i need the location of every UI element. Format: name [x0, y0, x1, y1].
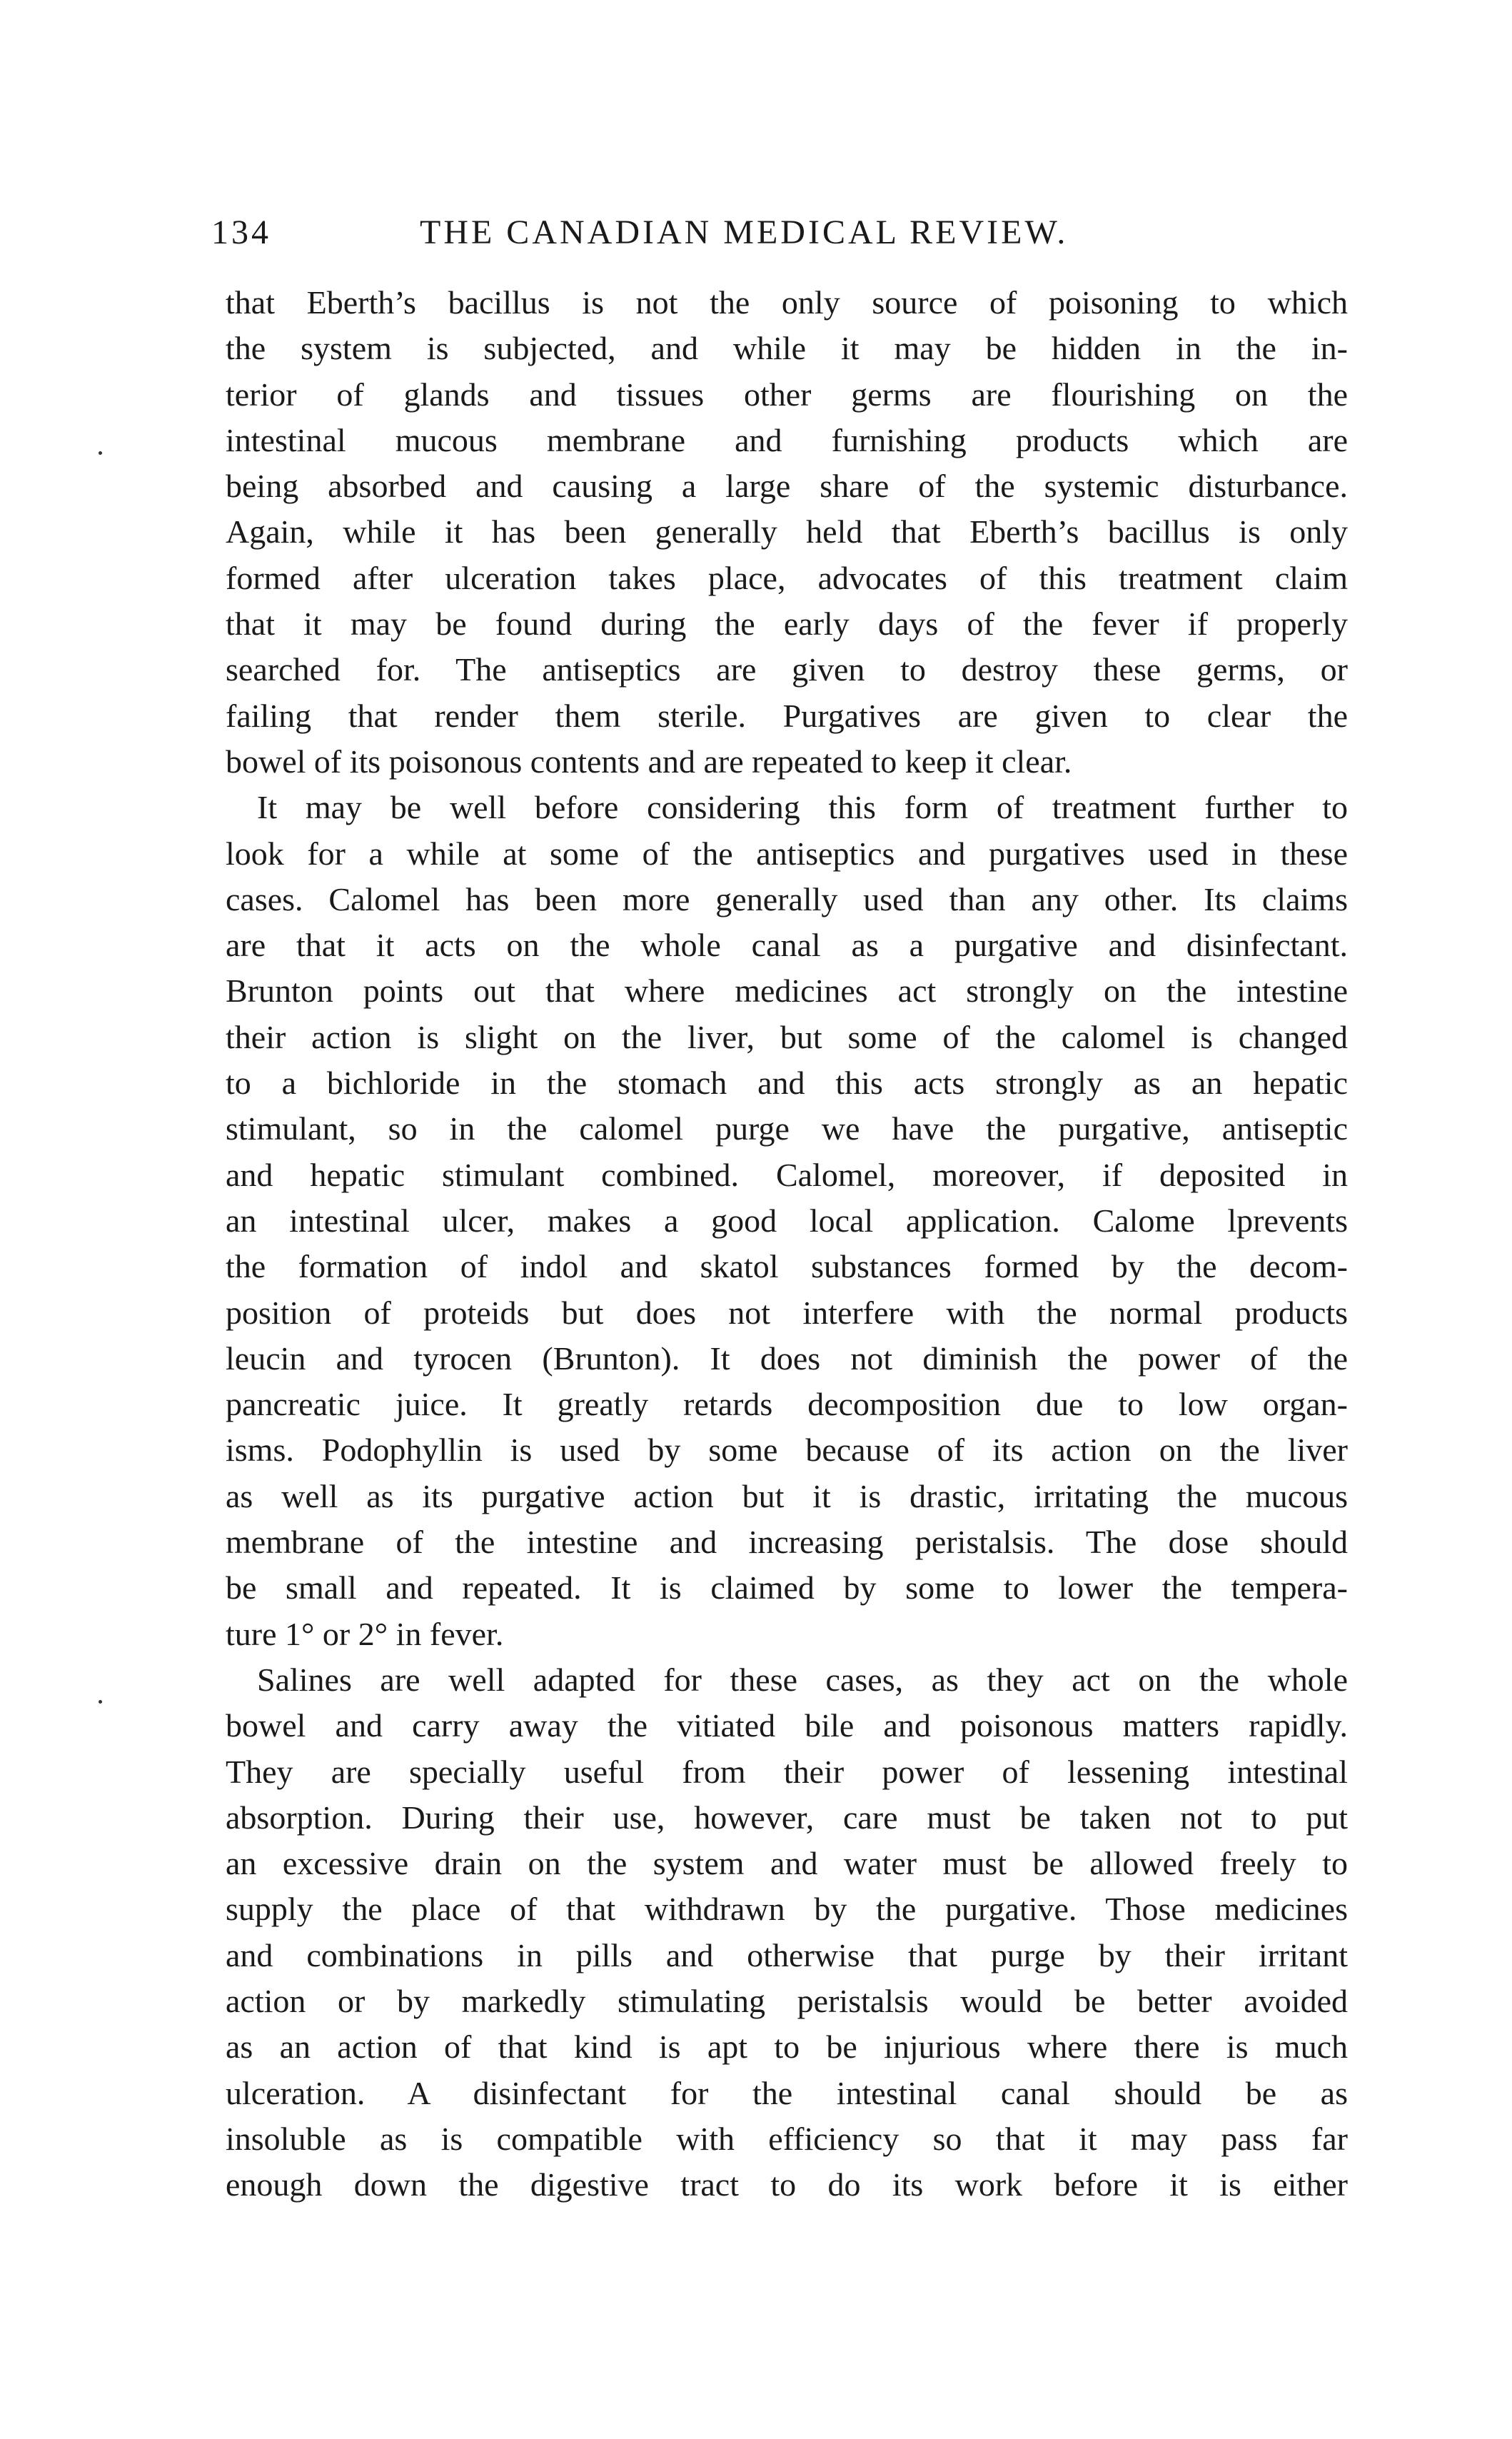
body-text: [226, 280, 1348, 2208]
paragraph: [226, 1657, 1348, 2208]
text-line: pancreatic juice. It greatly retards decomposition due to low organ-: [226, 1386, 1348, 1423]
text-line: the system is subjected, and while it may be hidden in the in-: [226, 330, 1348, 367]
text-line: Brunton points out that where medicines act strongly on the intestine: [226, 972, 1348, 1010]
text-line: isms. Podophyllin is used by some because of its action on the liver: [226, 1432, 1348, 1469]
margin-dot: [99, 451, 102, 455]
text-line: It may be well before considering this form of treatment further to: [257, 789, 1348, 826]
page-header: [211, 211, 1354, 254]
text-line: They are specially useful from their power of lessening intestinal: [226, 1753, 1348, 1790]
paragraph: [226, 280, 1348, 785]
text-line: are that it acts on the whole canal as a purgative and disinfectant.: [226, 927, 1348, 964]
text-line: their action is slight on the liver, but some of the calomel is changed: [226, 1018, 1348, 1055]
text-line: as well as its purgative action but it is drastic, irritating the mucous: [226, 1477, 1348, 1514]
text-line: and hepatic stimulant combined. Calomel, moreover, if deposited in: [226, 1156, 1348, 1193]
page-number: 134: [211, 213, 271, 251]
text-line: terior of glands and tissues other germs are flourishing on the: [226, 376, 1348, 413]
text-line: leucin and tyrocen (Brunton). It does not diminish the power of the: [226, 1339, 1348, 1377]
text-line: cases. Calomel has been more generally used than any other. Its claims: [226, 880, 1348, 917]
paragraph: [226, 785, 1348, 1657]
text-line: the formation of indol and skatol substances formed by the decom-: [226, 1248, 1348, 1285]
text-line: an excessive drain on the system and water must be allowed freely to: [226, 1845, 1348, 1882]
text-line: to a bichloride in the stomach and this acts strongly as an hepatic: [226, 1065, 1348, 1102]
text-line: enough down the digestive tract to do its work before it is either: [226, 2166, 1348, 2203]
text-line: ture 1° or 2° in fever.: [226, 1615, 504, 1652]
running-title: THE CANADIAN MEDICAL REVIEW.: [420, 213, 1069, 251]
text-line: being absorbed and causing a large share of the systemic disturbance.: [226, 468, 1348, 505]
text-line: be small and repeated. It is claimed by some to lower the tempera-: [226, 1569, 1348, 1606]
text-line: that it may be found during the early days of the fever if properly: [226, 605, 1348, 643]
text-line: an intestinal ulcer, makes a good local application. Calome lprevents: [226, 1202, 1348, 1239]
text-line: searched for. The antiseptics are given to destroy these germs, or: [226, 651, 1348, 688]
text-line: supply the place of that withdrawn by the purgative. Those medicines: [226, 1891, 1348, 1928]
text-line: and combinations in pills and otherwise that purge by their irritant: [226, 1936, 1348, 1973]
text-line: formed after ulceration takes place, advocates of this treatment claim: [226, 559, 1348, 596]
text-line: intestinal mucous membrane and furnishing products which are: [226, 421, 1348, 458]
text-line: membrane of the intestine and increasing peristalsis. The dose should: [226, 1524, 1348, 1561]
text-line: that Eberth’s bacillus is not the only source of poisoning to which: [226, 284, 1348, 321]
text-line: look for a while at some of the antiseptics and purgatives used in these: [226, 835, 1348, 872]
text-line: Salines are well adapted for these cases, as they act on the whole: [257, 1661, 1348, 1698]
text-line: Again, while it has been generally held that Eberth’s bacillus is only: [226, 513, 1348, 550]
text-line: absorption. During their use, however, care must be taken not to put: [226, 1799, 1348, 1836]
text-line: ulceration. A disinfectant for the intestinal canal should be as: [226, 2074, 1348, 2111]
margin-dot: [99, 1700, 102, 1704]
text-line: failing that render them sterile. Purgatives are given to clear the: [226, 697, 1348, 734]
text-line: bowel of its poisonous contents and are repeated to keep it clear.: [226, 743, 1072, 780]
text-line: position of proteids but does not interfere with the normal products: [226, 1294, 1348, 1331]
text-line: insoluble as is compatible with efficiency so that it may pass far: [226, 2120, 1348, 2157]
text-line: stimulant, so in the calomel purge we have the purgative, antiseptic: [226, 1110, 1348, 1147]
text-line: action or by markedly stimulating peristalsis would be better avoided: [226, 1982, 1348, 2019]
text-line: bowel and carry away the vitiated bile and poisonous matters rapidly.: [226, 1707, 1348, 1744]
text-line: as an action of that kind is apt to be injurious where there is much: [226, 2028, 1348, 2066]
